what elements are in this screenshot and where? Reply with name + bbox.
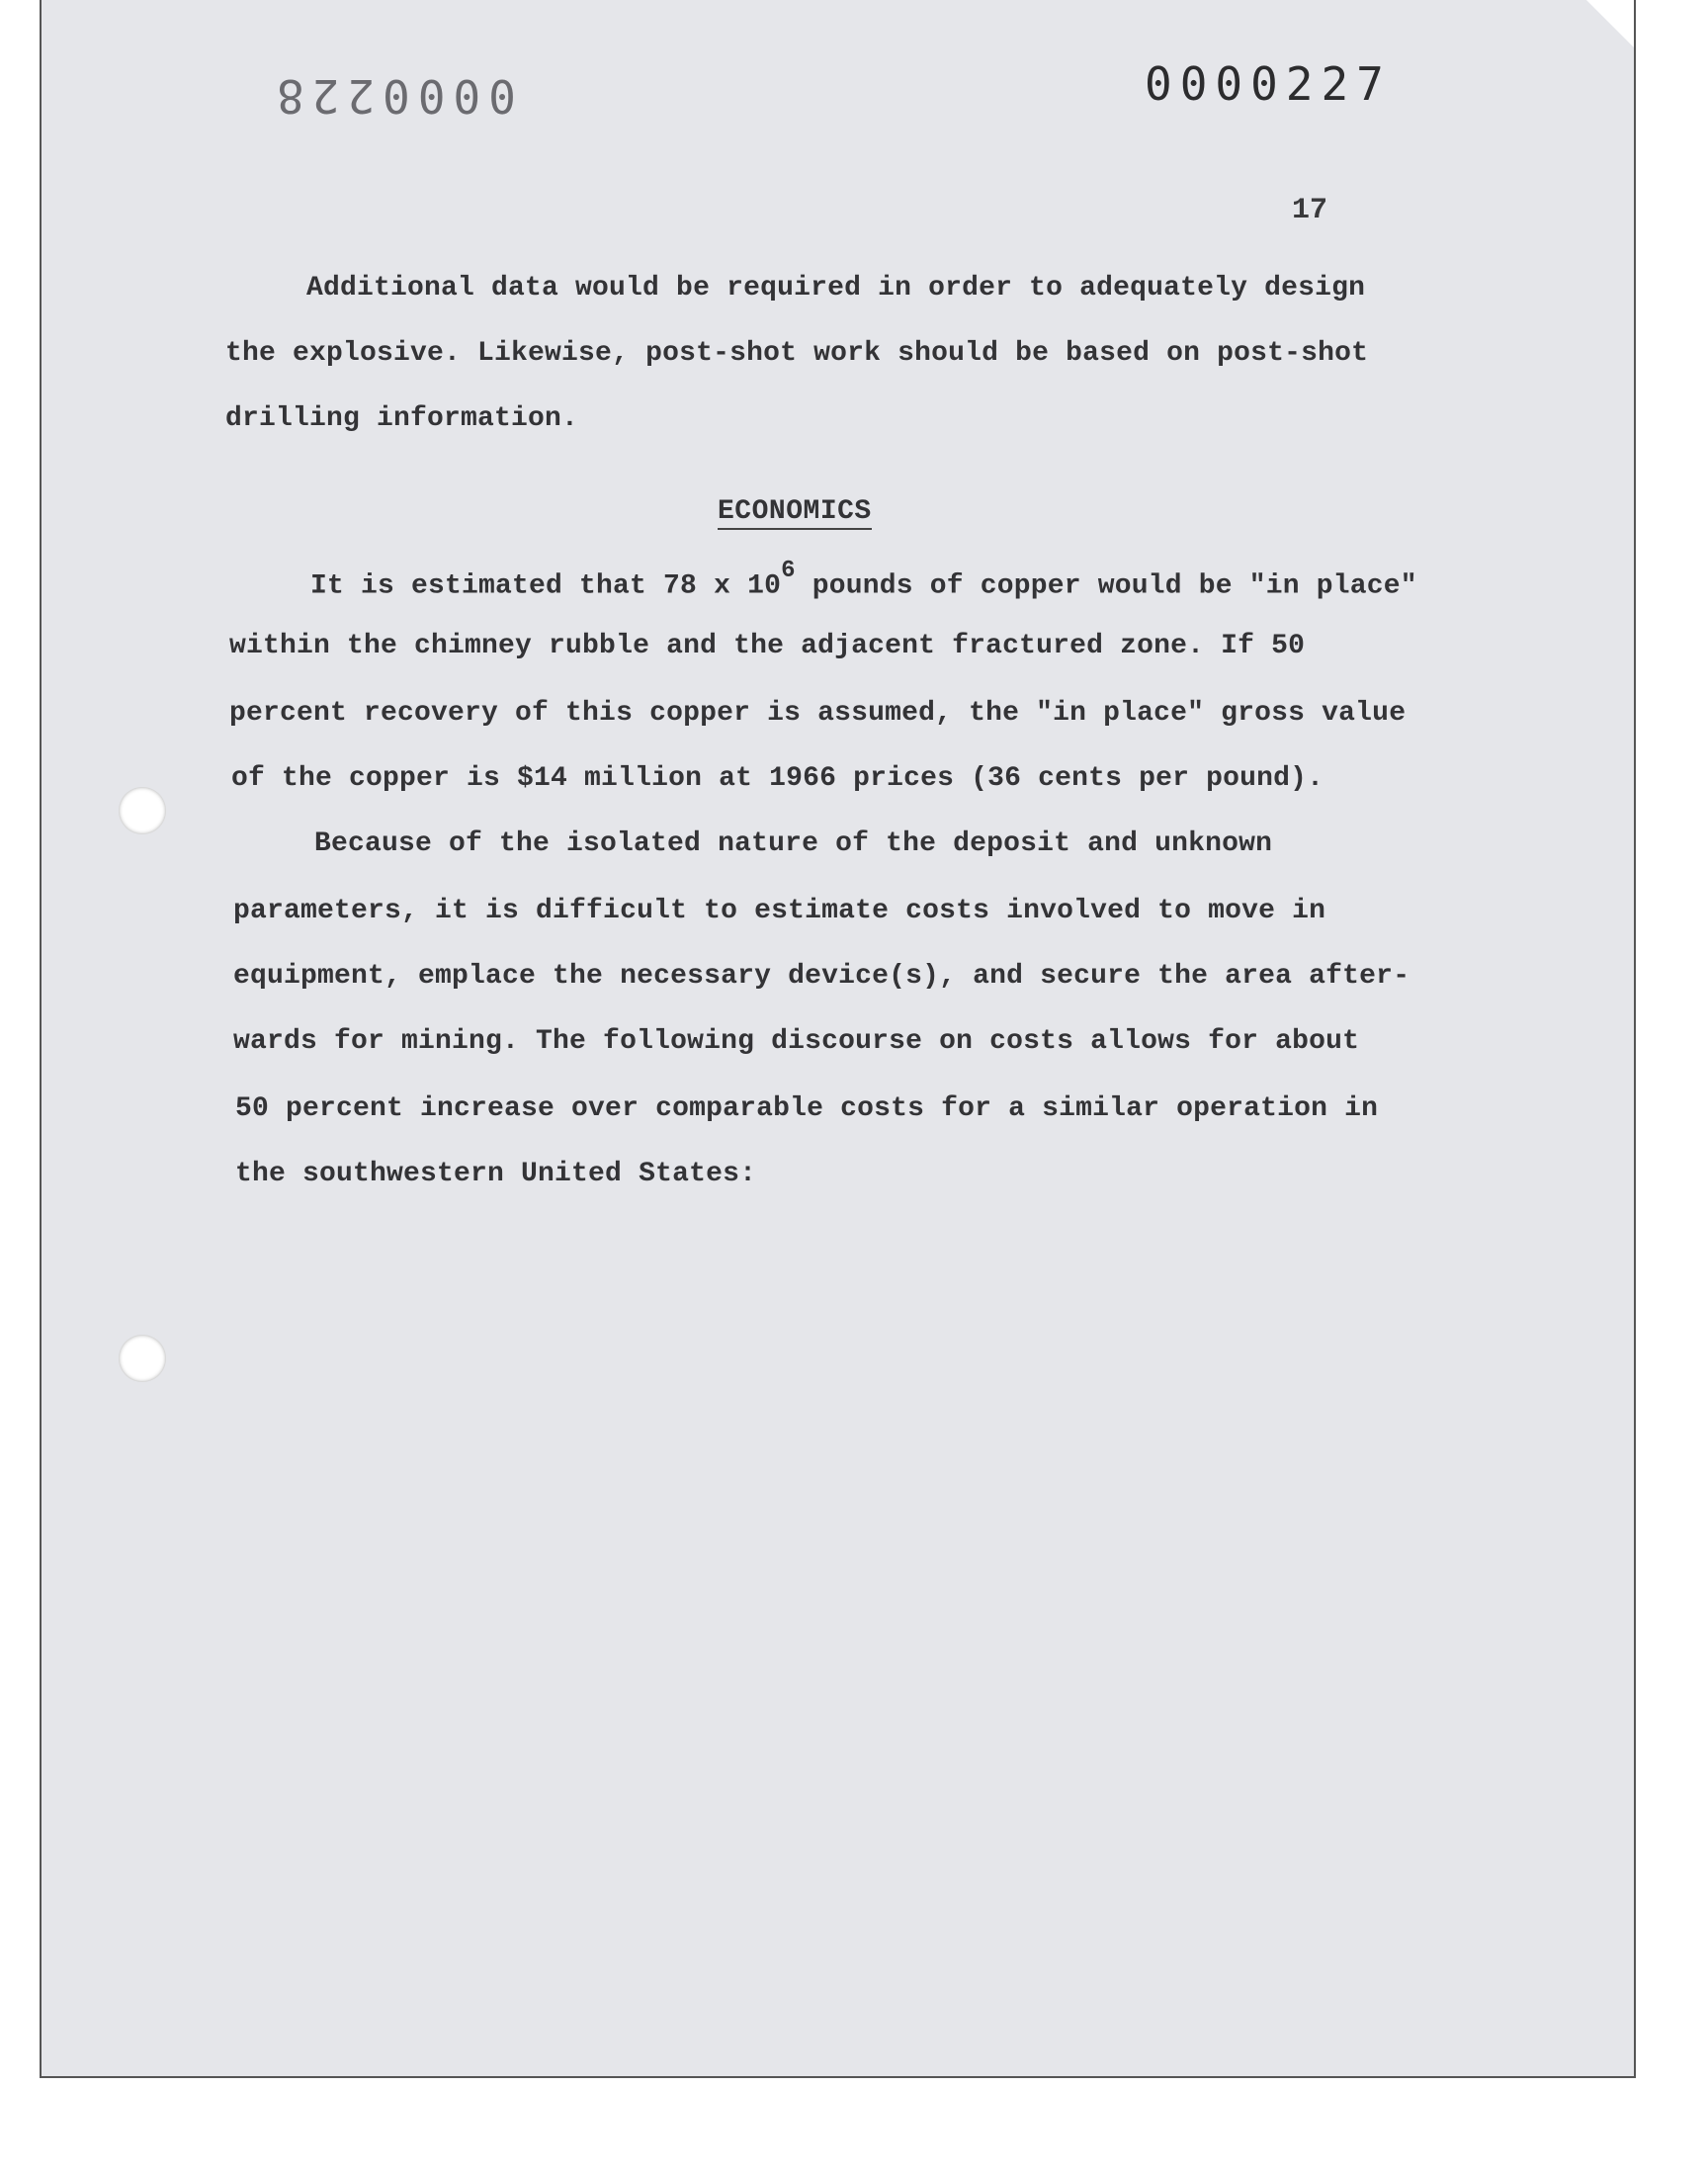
- document-stamp-number: 0000227: [1145, 57, 1392, 111]
- paragraph-1-line-3: drilling information.: [225, 403, 579, 434]
- paragraph-3-line-5: 50 percent increase over comparable costs for a similar operation in: [235, 1093, 1379, 1124]
- paragraph-3-line-3: equipment, emplace the necessary device(s), and secure the area after-: [233, 961, 1410, 992]
- paragraph-2-line-1-end: pounds of copper would be "in place": [795, 570, 1417, 602]
- scanned-page: [40, 0, 1636, 2078]
- page-number: 17: [1292, 194, 1328, 227]
- paragraph-2-line-4: of the copper is $14 million at 1966 prices (36 cents per pound).: [231, 763, 1324, 794]
- punch-hole: [119, 787, 166, 834]
- section-heading: ECONOMICS: [718, 496, 872, 527]
- paragraph-2-line-1-start: It is estimated that 78 x 10: [310, 570, 782, 602]
- paragraph-1-line-1: Additional data would be required in order to adequately design: [306, 273, 1366, 304]
- punch-hole: [119, 1335, 166, 1382]
- paragraph-3-line-1: Because of the isolated nature of the deposit and unknown: [314, 828, 1273, 859]
- paragraph-3-line-4: wards for mining. The following discourse on costs allows for about: [233, 1026, 1360, 1057]
- paragraph-3-line-6: the southwestern United States:: [235, 1159, 757, 1189]
- document-stamp-number-inverted: 0000228: [269, 69, 516, 123]
- paragraph-3-line-2: parameters, it is difficult to estimate costs involved to move in: [233, 896, 1326, 926]
- paragraph-2-line-1: [310, 558, 1417, 602]
- exponent: 6: [781, 558, 796, 584]
- folded-corner: [1586, 0, 1634, 47]
- paragraph-1-line-2: the explosive. Likewise, post-shot work should be based on post-shot: [225, 338, 1369, 369]
- paragraph-2-line-3: percent recovery of this copper is assumed, the "in place" gross value: [229, 698, 1407, 729]
- paragraph-2-line-2: within the chimney rubble and the adjacent fractured zone. If 50: [229, 631, 1306, 661]
